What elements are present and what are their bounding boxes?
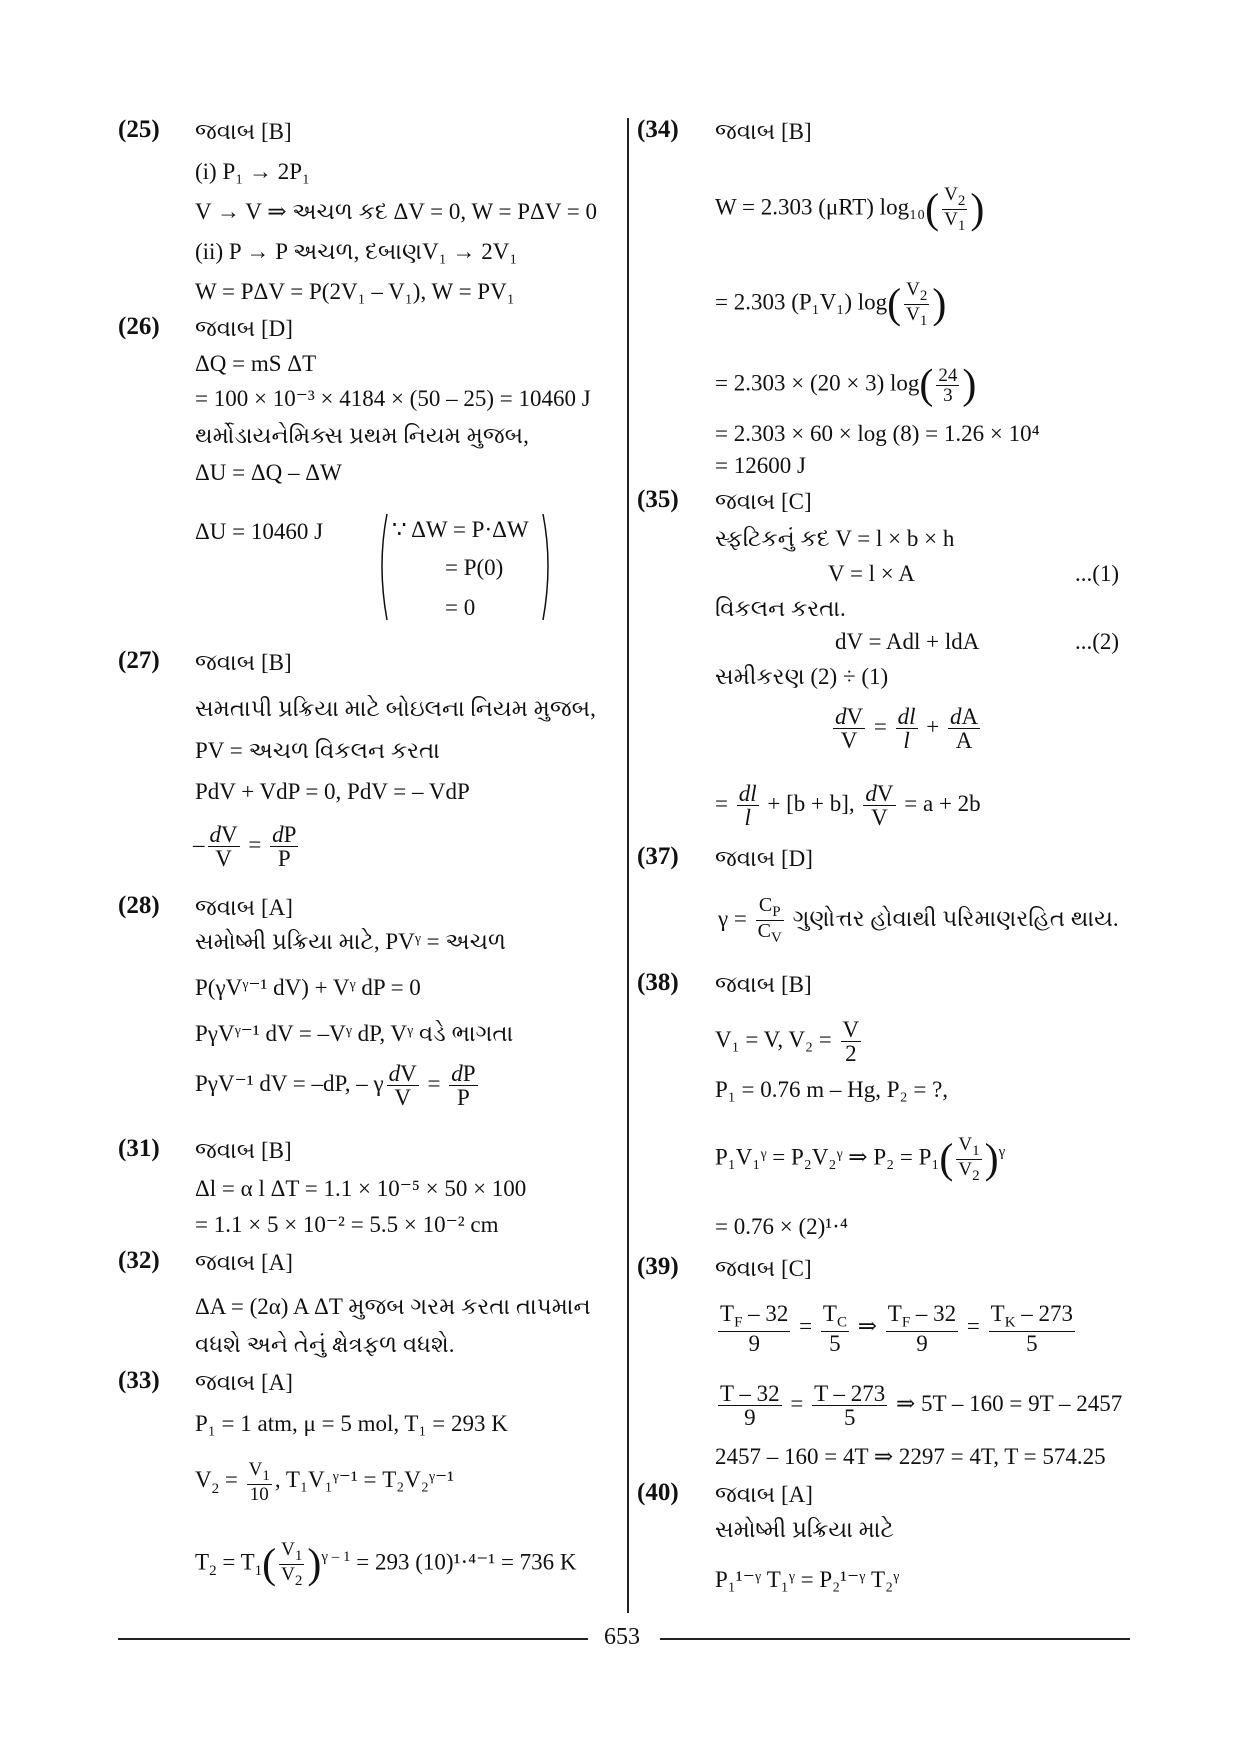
column-divider	[627, 118, 629, 1613]
equation-line: P₁¹⁻ᵞ T₁ᵞ = P₂¹⁻ᵞ T₂ᵞ	[715, 1567, 900, 1592]
equation-line: વિકલન કરતા.	[715, 596, 846, 621]
equation-text: W = 2.303 (μRT) log₁₀	[715, 194, 926, 220]
equation-line: સ્ફટિકનું કદ V = l × b × h	[715, 526, 955, 551]
equation-text: = 293 (10)¹·⁴⁻¹ = 736 K	[356, 1549, 577, 1575]
equation-line: વધશે અને તેનું ક્ષેત્રફળ વધશે.	[195, 1332, 455, 1357]
answer-label: જવાબ [A]	[195, 1250, 293, 1275]
equation-line: PV = અચળ વિકલન કરતા	[195, 738, 440, 763]
equation-line: સમોષ્મી પ્રક્રિયા માટે, PVᵞ = અચળ	[195, 929, 506, 954]
page-number: 653	[604, 1624, 640, 1650]
equation-tag: ...(2)	[1075, 629, 1120, 654]
fraction-equation: = 2.303 × (20 × 3) log( $\frac{24}{3}$ )	[715, 362, 977, 408]
equation-text: = 2.303 × (20 × 3) log	[715, 370, 920, 396]
equation-line: P₁ = 1 atm, μ = 5 mol, T₁ = 293 K	[195, 1411, 508, 1436]
equation-line: = 1.1 × 5 × 10⁻² = 5.5 × 10⁻² cm	[195, 1212, 499, 1237]
answer-label: જવાબ [A]	[715, 1482, 813, 1507]
equation-line: P(γVᵞ⁻¹ dV) + Vᵞ dP = 0	[195, 975, 421, 1000]
question-number: (34)	[637, 116, 679, 143]
footer-rule-right	[660, 1638, 1130, 1640]
equation-line: dV = Adl + ldA	[835, 629, 980, 654]
equation-line: થર્મોડાયનેમિક્સ પ્રથમ નિયમ મુજબ,	[195, 423, 529, 448]
answer-label: જવાબ [C]	[715, 1256, 812, 1281]
equation-line: ΔA = (2α) A ΔT મુજબ ગરમ કરતા તાપમાન	[195, 1294, 591, 1319]
equation-line: PdV + VdP = 0, PdV = – VdP	[195, 779, 470, 804]
equation-line: સમતાપી પ્રક્રિયા માટે બોઇલના નિયમ મુજબ,	[195, 696, 596, 721]
fraction-equation: V₁ = V, V₂ = $\frac{V}{2}$	[715, 1017, 860, 1066]
equation-text: ⇒ 5T – 160 = 9T – 2457	[896, 1390, 1123, 1416]
equation-text: = 2.303 (P₁V₁) log	[715, 289, 888, 315]
fraction-equation: W = 2.303 (μRT) log₁₀( $\frac{V_2}{V_1}$ )	[715, 184, 985, 234]
equation-line: = 100 × 10⁻³ × 4184 × (50 – 25) = 10460 J	[195, 386, 591, 411]
equation-line: = 0	[445, 595, 476, 620]
footer-rule-left	[118, 1638, 588, 1640]
fraction-equation: $\frac{dV}{V}$ = $\frac{dl}{l}$ + $\frac{dA}{A}$	[835, 704, 979, 753]
equation-line: સમોષ્મી પ્રક્રિયા માટે	[715, 1517, 894, 1542]
fraction-equation: $\frac{T - 32}{9}$ = $\frac{T - 273}{5}$ ⇒ 5T – 160 = 9T – 2457	[720, 1381, 1123, 1430]
equation-line: Δl = α l ΔT = 1.1 × 10⁻⁵ × 50 × 100	[195, 1176, 527, 1201]
fraction-equation: – $\frac{dV}{V}$ = $\frac{dP}{P}$	[193, 822, 297, 871]
answer-label: જવાબ [A]	[195, 1370, 293, 1395]
equation-text: = a + 2b	[904, 790, 981, 816]
question-number: (26)	[118, 313, 160, 340]
fraction-equation: $\frac{T_F - 32}{9}$ = $\frac{T_C}{5}$ ⇒ $\frac{T_F - 32}{9}$ = $\frac{T_K - 273}{5}$	[720, 1301, 1074, 1356]
fraction-equation: P₁V₁ᵞ = P₂V₂ᵞ ⇒ P₂ = P₁( $\frac{V_1}{V_2}$ )$^\gamma$	[715, 1134, 1006, 1184]
question-number: (40)	[637, 1479, 679, 1506]
fraction-equation: = $\frac{dl}{l}$ + [b + b], $\frac{dV}{V}$ = a + 2b	[715, 781, 981, 830]
question-number: (37)	[637, 843, 679, 870]
equation-line: = 2.303 × 60 × log (8) = 1.26 × 10⁴	[715, 421, 1040, 446]
equation-line: V = l × A	[828, 561, 915, 586]
question-number: (27)	[118, 647, 160, 674]
answer-label: જવાબ [B]	[195, 119, 292, 144]
fraction-equation: $T_2 = T_1$( $\frac{V_1}{V_2}$ )$^{\gamma - 1}$ = 293 (10)¹·⁴⁻¹ = 736 K	[195, 1539, 577, 1589]
equation-line: ΔU = 10460 J	[195, 519, 324, 544]
question-number: (35)	[637, 486, 679, 513]
question-number: (33)	[118, 1367, 160, 1394]
equation-line: 2457 – 160 = 4T ⇒ 2297 = 4T, T = 574.25	[715, 1444, 1106, 1469]
fraction-equation: $V_2$ = $\frac{V_1}{10}$ , T₁V₁ᵞ⁻¹ = T₂V₂ᵞ⁻¹	[195, 1459, 455, 1505]
question-number: (31)	[118, 1135, 160, 1162]
equation-text: + [b + b],	[767, 790, 855, 816]
fraction-equation: γ = $\frac{C_P}{C_V}$ ગુણોત્તર હોવાથી પરિમાણરહિત થાય.	[718, 894, 1119, 946]
answer-label: જવાબ [B]	[195, 650, 292, 675]
answer-label: જવાબ [D]	[715, 846, 813, 871]
question-number: (25)	[118, 116, 160, 143]
answer-label: જવાબ [A]	[195, 895, 293, 920]
equation-tag: ...(1)	[1075, 561, 1120, 586]
equation-line: (ii) P → P અચળ, દબાણV₁ → 2V₁	[195, 239, 518, 264]
equation-line: = 0.76 × (2)¹·⁴	[715, 1214, 848, 1239]
equation-line: V → V ⇒ અચળ કદ ΔV = 0, W = PΔV = 0	[195, 199, 597, 224]
fraction-equation: PγV⁻¹ dV = –dP, – γ $\frac{dV}{V}$ = $\frac{dP}{P}$	[195, 1061, 476, 1110]
equation-line: ∵ ΔW = P·ΔW	[392, 517, 529, 542]
answer-label: જવાબ [D]	[195, 316, 293, 341]
equation-text: , T₁V₁ᵞ⁻¹ = T₂V₂ᵞ⁻¹	[274, 1467, 455, 1493]
equation-line: = 12600 J	[715, 453, 806, 478]
answer-label: જવાબ [B]	[195, 1138, 292, 1163]
equation-text: ગુણોત્તર હોવાથી પરિમાણરહિત થાય.	[792, 905, 1119, 931]
answer-label: જવાબ [B]	[715, 972, 812, 997]
equation-line: = P(0)	[445, 555, 504, 580]
equation-line: ΔU = ΔQ – ΔW	[195, 460, 342, 485]
fraction-equation: = 2.303 (P₁V₁) log( $\frac{V_2}{V_1}$ )	[715, 279, 947, 329]
answer-label: જવાબ [C]	[715, 489, 812, 514]
equation-line: (i) P₁ → 2P₁	[195, 159, 311, 184]
equation-line: સમીકરણ (2) ÷ (1)	[715, 664, 889, 689]
question-number: (39)	[637, 1253, 679, 1280]
equation-text: V₁ = V, V₂ =	[715, 1026, 832, 1052]
equation-text: P₁V₁ᵞ = P₂V₂ᵞ ⇒ P₂ = P₁	[715, 1144, 940, 1170]
equation-line: W = PΔV = P(2V₁ – V₁), W = PV₁	[195, 279, 515, 304]
equation-text: PγV⁻¹ dV = –dP, – γ	[195, 1070, 384, 1096]
answer-label: જવાબ [B]	[715, 119, 812, 144]
equation-line: P₁ = 0.76 m – Hg, P₂ = ?,	[715, 1077, 949, 1102]
question-number: (28)	[118, 892, 160, 919]
equation-line: ΔQ = mS ΔT	[195, 351, 317, 376]
question-number: (32)	[118, 1247, 160, 1274]
equation-line: PγVᵞ⁻¹ dV = –Vᵞ dP, Vᵞ વડે ભાગતા	[195, 1021, 514, 1046]
question-number: (38)	[637, 969, 679, 996]
